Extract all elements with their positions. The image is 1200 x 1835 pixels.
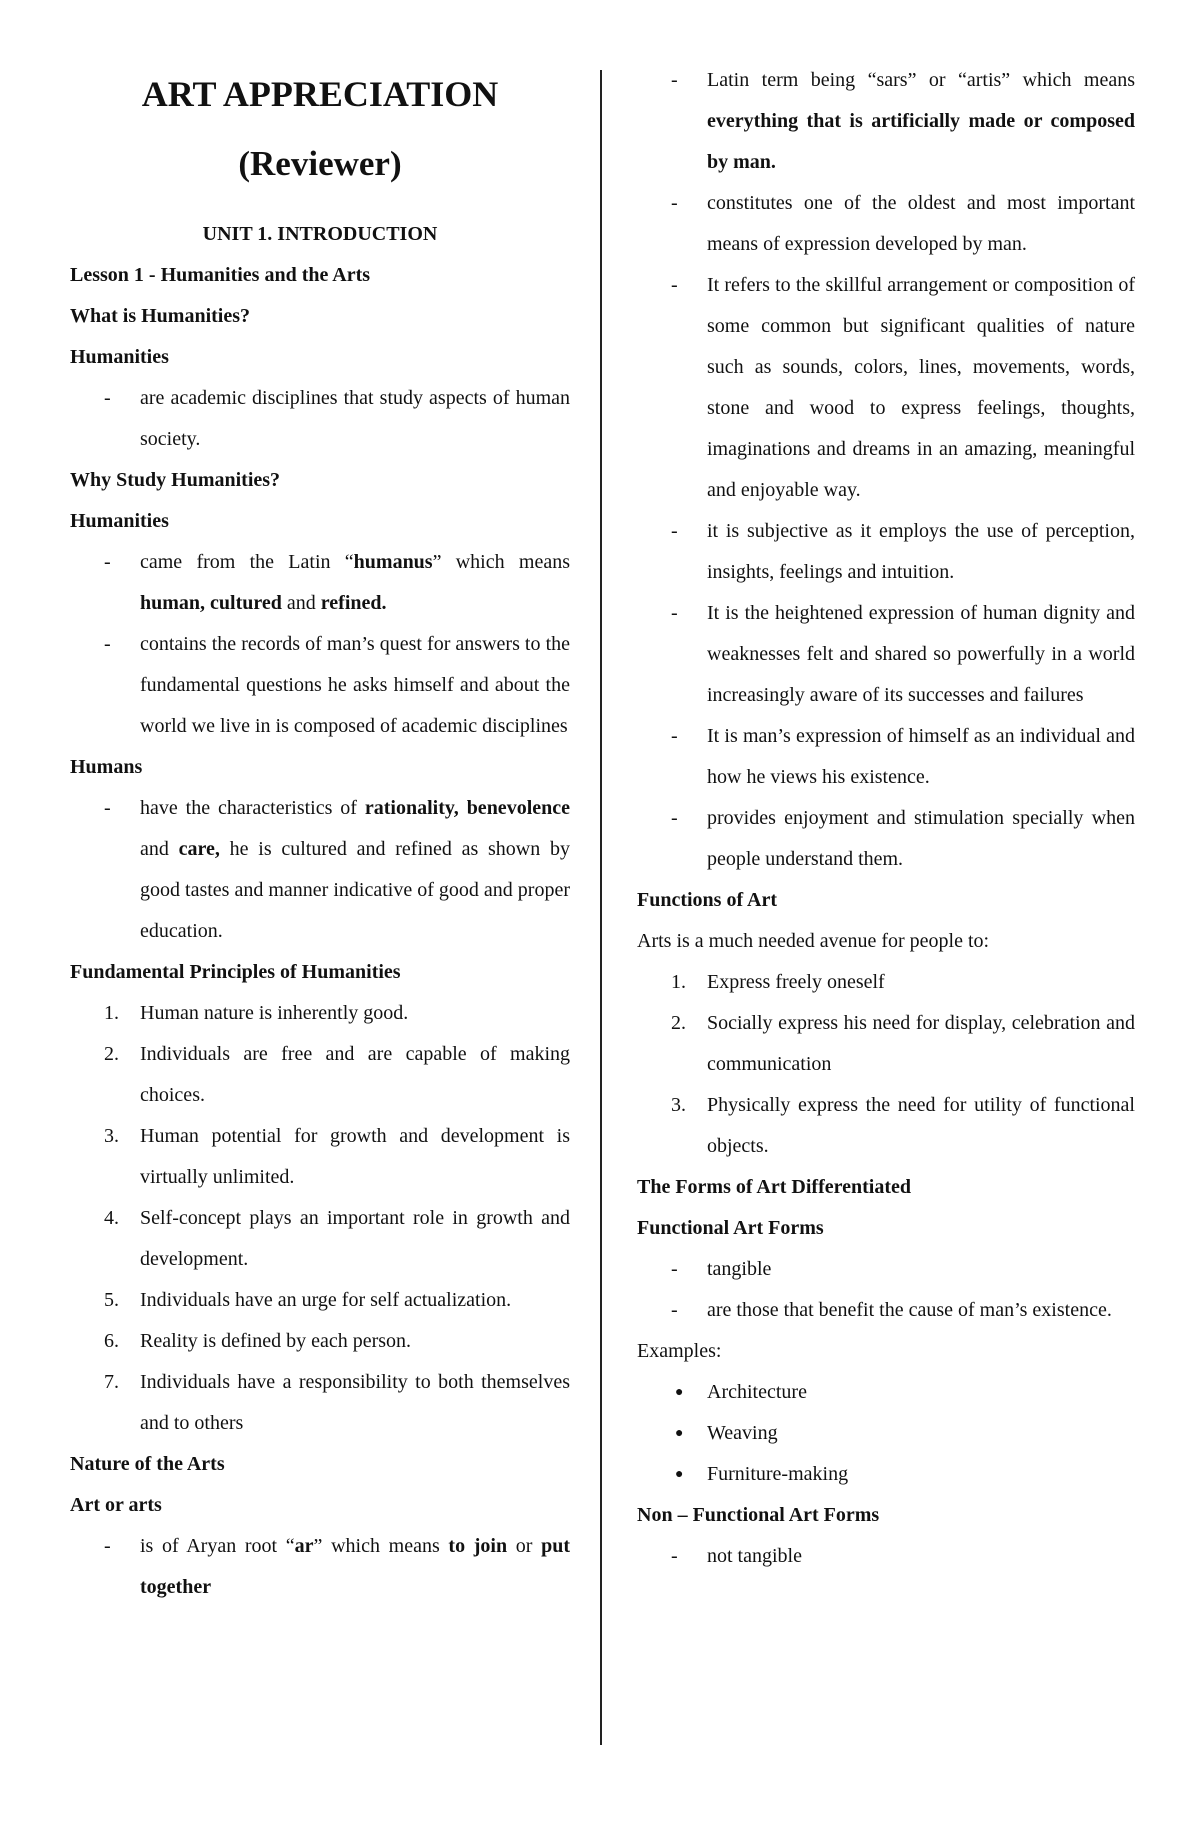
benevolence-term: benevolence xyxy=(466,797,570,819)
list-item xyxy=(70,1321,570,1362)
principles-list xyxy=(70,993,570,1444)
list-item xyxy=(637,1536,1135,1577)
page-title: ART APPRECIATION xyxy=(141,74,499,114)
functional-text: tangible xyxy=(707,1258,772,1280)
left-column xyxy=(70,60,570,1608)
list-item xyxy=(70,1198,570,1280)
rationality-term: rationality, xyxy=(364,797,459,819)
list-item xyxy=(70,788,570,952)
principle-text: Individuals have a responsibility to both themselves and to others xyxy=(140,1371,570,1434)
have-text-2: he is cultured and refined as shown by good tastes and manner indicative of good and proper education. xyxy=(140,838,570,942)
functions-heading: Functions of Art xyxy=(637,889,777,911)
humanities-label: Humanities xyxy=(70,346,169,368)
list-item xyxy=(70,378,570,460)
column-divider xyxy=(600,70,602,1745)
and-text-2: and xyxy=(140,838,179,860)
refined-term: refined. xyxy=(320,592,387,614)
dash-marker: - xyxy=(671,520,678,542)
art-description: It is the heightened expression of human dignity and weaknesses felt and shared so powerfully in a world increasingly aware of its successes and failures xyxy=(707,602,1135,706)
art-description: it is subjective as it employs the use of perception, insights, feelings and intuition. xyxy=(707,520,1135,583)
principle-text: Individuals have an urge for self actualization. xyxy=(140,1289,512,1311)
care-term: care, xyxy=(178,838,220,860)
nonfunctional-text: not tangible xyxy=(707,1545,802,1567)
bullet-icon: ● xyxy=(675,1426,684,1441)
principle-text: Individuals are free and are capable of making choices. xyxy=(140,1043,570,1106)
principle-text: Human nature is inherently good. xyxy=(140,1002,409,1024)
number-marker: 1. xyxy=(104,1002,119,1024)
unit-heading: UNIT 1. INTRODUCTION xyxy=(202,223,438,245)
came-from-text-2: ” which means xyxy=(432,551,570,573)
number-marker: 6. xyxy=(104,1330,119,1352)
nature-heading: Nature of the Arts xyxy=(70,1453,225,1475)
example-text: Furniture-making xyxy=(707,1463,849,1485)
list-item xyxy=(637,962,1135,1003)
humanities-definition: are academic disciplines that study aspects of human society. xyxy=(140,387,570,450)
contains-text: contains the records of man’s quest for answers to the fundamental questions he asks himself and about the world we live in is composed of academic disciplines xyxy=(140,633,570,737)
list-item xyxy=(70,542,570,624)
dash-marker: - xyxy=(671,1299,678,1321)
principle-text: Human potential for growth and development is virtually unlimited. xyxy=(140,1125,570,1188)
number-marker: 4. xyxy=(104,1207,119,1229)
function-text: Express freely oneself xyxy=(707,971,885,993)
function-text: Physically express the need for utility of functional objects. xyxy=(707,1094,1135,1157)
dash-marker: - xyxy=(104,387,111,409)
list-item xyxy=(637,1085,1135,1167)
right-column xyxy=(637,60,1135,1577)
list-item xyxy=(637,1454,1135,1495)
principle-text: Self-concept plays an important role in growth and development. xyxy=(140,1207,570,1270)
list-item xyxy=(637,1372,1135,1413)
humanities-label-2: Humanities xyxy=(70,510,169,532)
list-item xyxy=(637,511,1135,593)
dash-marker: - xyxy=(104,633,111,655)
function-text: Socially express his need for display, celebration and communication xyxy=(707,1012,1135,1075)
have-text: have the characteristics of xyxy=(140,797,365,819)
principles-heading: Fundamental Principles of Humanities xyxy=(70,961,401,983)
list-item xyxy=(637,60,1135,183)
list-item xyxy=(70,1116,570,1198)
bullet-icon: ● xyxy=(675,1385,684,1400)
functional-text: are those that benefit the cause of man’s existence. xyxy=(707,1299,1112,1321)
list-item xyxy=(637,716,1135,798)
list-item xyxy=(637,1290,1135,1331)
examples-label: Examples: xyxy=(637,1340,722,1362)
dash-marker: - xyxy=(671,192,678,214)
dash-marker: - xyxy=(671,602,678,624)
why-study-heading: Why Study Humanities? xyxy=(70,469,281,491)
aryan-text: is of Aryan root “ xyxy=(140,1535,295,1557)
art-description: provides enjoyment and stimulation specially when people understand them. xyxy=(707,807,1135,870)
dash-marker: - xyxy=(671,69,678,91)
list-item xyxy=(637,1249,1135,1290)
put-together-term: put together xyxy=(140,1535,570,1598)
list-item xyxy=(637,265,1135,511)
art-description: It is man’s expression of himself as an individual and how he views his existence. xyxy=(707,725,1135,788)
number-marker: 2. xyxy=(104,1043,119,1065)
or-text: or xyxy=(507,1535,542,1557)
list-item xyxy=(70,1280,570,1321)
list-item xyxy=(70,1526,570,1608)
list-item xyxy=(637,1003,1135,1085)
art-or-arts-label: Art or arts xyxy=(70,1494,162,1516)
ar-term: ar xyxy=(294,1535,314,1557)
dash-marker: - xyxy=(671,807,678,829)
principle-text: Reality is defined by each person. xyxy=(140,1330,412,1352)
number-marker: 7. xyxy=(104,1371,119,1393)
came-from-text: came from the Latin “ xyxy=(140,551,354,573)
list-item xyxy=(70,1034,570,1116)
list-item xyxy=(637,593,1135,716)
lesson-heading: Lesson 1 - Humanities and the Arts xyxy=(70,264,371,286)
humans-label: Humans xyxy=(70,756,143,778)
list-item xyxy=(637,798,1135,880)
forms-heading: The Forms of Art Differentiated xyxy=(637,1176,912,1198)
list-item xyxy=(70,993,570,1034)
dash-marker: - xyxy=(671,1258,678,1280)
aryan-text-2: ” which means xyxy=(313,1535,449,1557)
functions-intro: Arts is a much needed avenue for people to: xyxy=(637,930,990,952)
bullet-icon: ● xyxy=(675,1467,684,1482)
dash-marker: - xyxy=(671,1545,678,1567)
and-text: and xyxy=(281,592,321,614)
list-item xyxy=(70,624,570,747)
number-marker: 2. xyxy=(671,1012,686,1034)
list-item xyxy=(637,183,1135,265)
number-marker: 3. xyxy=(104,1125,119,1147)
what-is-heading: What is Humanities? xyxy=(70,305,251,327)
art-description: constitutes one of the oldest and most important means of expression developed by man. xyxy=(707,192,1135,255)
humanus-term: humanus xyxy=(353,551,433,573)
number-marker: 5. xyxy=(104,1289,119,1311)
number-marker: 1. xyxy=(671,971,686,993)
dash-marker: - xyxy=(104,551,111,573)
number-marker: 3. xyxy=(671,1094,686,1116)
latin-text: Latin term being “sars” or “artis” which means xyxy=(707,69,1135,91)
human-cultured-term: human, cultured xyxy=(140,592,282,614)
functional-heading: Functional Art Forms xyxy=(637,1217,824,1239)
list-item xyxy=(70,1362,570,1444)
dash-marker: - xyxy=(671,274,678,296)
art-description: It refers to the skillful arrangement or composition of some common but significant qualities of nature such as sounds, colors, lines, movements, words, stone and wood to express feelings, thoughts, imaginations and dreams in an amazing, meaningful and enjoyable way. xyxy=(707,274,1135,501)
page-subtitle: (Reviewer) xyxy=(238,144,402,183)
example-text: Architecture xyxy=(707,1381,807,1403)
to-join-term: to join xyxy=(448,1535,508,1557)
dash-marker: - xyxy=(671,725,678,747)
latin-bold-text: everything that is artificially made or composed by man. xyxy=(707,110,1135,173)
dash-marker: - xyxy=(104,797,111,819)
dash-marker: - xyxy=(104,1535,111,1557)
nonfunctional-heading: Non – Functional Art Forms xyxy=(637,1504,880,1526)
list-item xyxy=(637,1413,1135,1454)
example-text: Weaving xyxy=(707,1422,778,1444)
